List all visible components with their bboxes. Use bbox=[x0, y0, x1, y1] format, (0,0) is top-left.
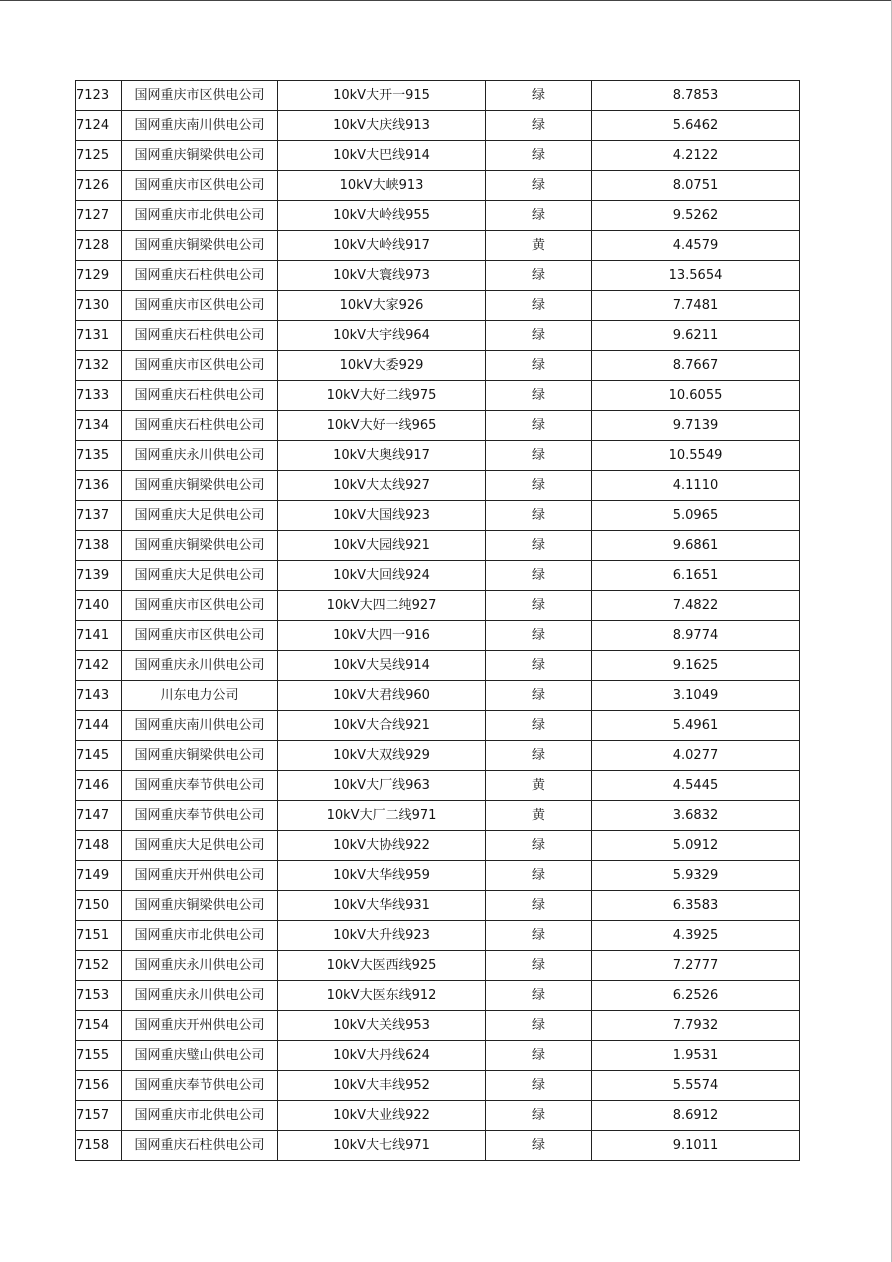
value-cell: 7.2777 bbox=[592, 951, 800, 981]
row-id-cell: 7132 bbox=[76, 351, 122, 381]
table-row bbox=[76, 1101, 800, 1131]
value-cell: 9.6861 bbox=[592, 531, 800, 561]
row-id-cell: 7125 bbox=[76, 141, 122, 171]
table-row bbox=[76, 81, 800, 111]
company-cell: 国网重庆永川供电公司 bbox=[122, 651, 278, 681]
row-id-cell: 7153 bbox=[76, 981, 122, 1011]
line-name-cell: 10kV大君线960 bbox=[278, 681, 486, 711]
row-id-cell: 7141 bbox=[76, 621, 122, 651]
status-cell: 绿 bbox=[486, 741, 592, 771]
line-name-cell: 10kV大回线924 bbox=[278, 561, 486, 591]
line-name-cell: 10kV大宇线964 bbox=[278, 321, 486, 351]
line-name-cell: 10kV大医东线912 bbox=[278, 981, 486, 1011]
table-body bbox=[76, 81, 800, 1161]
status-cell: 绿 bbox=[486, 1011, 592, 1041]
company-cell: 国网重庆大足供电公司 bbox=[122, 501, 278, 531]
table-row bbox=[76, 471, 800, 501]
row-id-cell: 7138 bbox=[76, 531, 122, 561]
line-name-cell: 10kV大华线959 bbox=[278, 861, 486, 891]
company-cell: 国网重庆铜梁供电公司 bbox=[122, 471, 278, 501]
line-name-cell: 10kV大四一916 bbox=[278, 621, 486, 651]
table-row bbox=[76, 1071, 800, 1101]
table-row bbox=[76, 831, 800, 861]
table-row bbox=[76, 231, 800, 261]
table-row bbox=[76, 171, 800, 201]
value-cell: 5.0912 bbox=[592, 831, 800, 861]
company-cell: 国网重庆市区供电公司 bbox=[122, 351, 278, 381]
value-cell: 4.4579 bbox=[592, 231, 800, 261]
company-cell: 国网重庆市区供电公司 bbox=[122, 81, 278, 111]
value-cell: 6.3583 bbox=[592, 891, 800, 921]
status-cell: 绿 bbox=[486, 1131, 592, 1161]
company-cell: 国网重庆璧山供电公司 bbox=[122, 1041, 278, 1071]
table-row bbox=[76, 1011, 800, 1041]
table-row bbox=[76, 261, 800, 291]
line-name-cell: 10kV大国线923 bbox=[278, 501, 486, 531]
status-cell: 绿 bbox=[486, 201, 592, 231]
value-cell: 5.6462 bbox=[592, 111, 800, 141]
status-cell: 绿 bbox=[486, 1041, 592, 1071]
status-cell: 绿 bbox=[486, 351, 592, 381]
table-row bbox=[76, 561, 800, 591]
value-cell: 3.6832 bbox=[592, 801, 800, 831]
status-cell: 绿 bbox=[486, 981, 592, 1011]
company-cell: 国网重庆铜梁供电公司 bbox=[122, 531, 278, 561]
row-id-cell: 7127 bbox=[76, 201, 122, 231]
company-cell: 国网重庆大足供电公司 bbox=[122, 831, 278, 861]
row-id-cell: 7146 bbox=[76, 771, 122, 801]
table-row bbox=[76, 351, 800, 381]
line-name-cell: 10kV大好二线975 bbox=[278, 381, 486, 411]
status-cell: 绿 bbox=[486, 321, 592, 351]
line-name-cell: 10kV大岭线955 bbox=[278, 201, 486, 231]
company-cell: 国网重庆石柱供电公司 bbox=[122, 381, 278, 411]
value-cell: 9.1011 bbox=[592, 1131, 800, 1161]
value-cell: 4.2122 bbox=[592, 141, 800, 171]
status-cell: 绿 bbox=[486, 651, 592, 681]
company-cell: 国网重庆市北供电公司 bbox=[122, 201, 278, 231]
status-cell: 绿 bbox=[486, 531, 592, 561]
line-name-cell: 10kV大丹线624 bbox=[278, 1041, 486, 1071]
status-cell: 黄 bbox=[486, 801, 592, 831]
row-id-cell: 7134 bbox=[76, 411, 122, 441]
row-id-cell: 7123 bbox=[76, 81, 122, 111]
row-id-cell: 7136 bbox=[76, 471, 122, 501]
status-cell: 绿 bbox=[486, 621, 592, 651]
table-row bbox=[76, 621, 800, 651]
row-id-cell: 7148 bbox=[76, 831, 122, 861]
table-row bbox=[76, 981, 800, 1011]
status-cell: 黄 bbox=[486, 231, 592, 261]
row-id-cell: 7150 bbox=[76, 891, 122, 921]
line-name-cell: 10kV大协线922 bbox=[278, 831, 486, 861]
status-cell: 绿 bbox=[486, 291, 592, 321]
line-name-cell: 10kV大四二纯927 bbox=[278, 591, 486, 621]
page-top-border bbox=[0, 0, 892, 1]
table-row bbox=[76, 531, 800, 561]
line-name-cell: 10kV大厂二线971 bbox=[278, 801, 486, 831]
row-id-cell: 7143 bbox=[76, 681, 122, 711]
table-row bbox=[76, 501, 800, 531]
table-row bbox=[76, 1041, 800, 1071]
row-id-cell: 7133 bbox=[76, 381, 122, 411]
row-id-cell: 7144 bbox=[76, 711, 122, 741]
row-id-cell: 7140 bbox=[76, 591, 122, 621]
company-cell: 国网重庆南川供电公司 bbox=[122, 711, 278, 741]
value-cell: 10.6055 bbox=[592, 381, 800, 411]
company-cell: 国网重庆市区供电公司 bbox=[122, 291, 278, 321]
company-cell: 国网重庆铜梁供电公司 bbox=[122, 741, 278, 771]
company-cell: 国网重庆铜梁供电公司 bbox=[122, 141, 278, 171]
company-cell: 国网重庆开州供电公司 bbox=[122, 1011, 278, 1041]
value-cell: 7.4822 bbox=[592, 591, 800, 621]
line-name-cell: 10kV大岭线917 bbox=[278, 231, 486, 261]
table-row bbox=[76, 111, 800, 141]
status-cell: 绿 bbox=[486, 591, 592, 621]
row-id-cell: 7137 bbox=[76, 501, 122, 531]
table-row bbox=[76, 711, 800, 741]
value-cell: 4.3925 bbox=[592, 921, 800, 951]
value-cell: 10.5549 bbox=[592, 441, 800, 471]
value-cell: 7.7481 bbox=[592, 291, 800, 321]
value-cell: 8.9774 bbox=[592, 621, 800, 651]
row-id-cell: 7158 bbox=[76, 1131, 122, 1161]
line-name-cell: 10kV大双线929 bbox=[278, 741, 486, 771]
line-name-cell: 10kV大家926 bbox=[278, 291, 486, 321]
line-name-cell: 10kV大业线922 bbox=[278, 1101, 486, 1131]
row-id-cell: 7154 bbox=[76, 1011, 122, 1041]
status-cell: 绿 bbox=[486, 891, 592, 921]
status-cell: 绿 bbox=[486, 171, 592, 201]
row-id-cell: 7129 bbox=[76, 261, 122, 291]
status-cell: 绿 bbox=[486, 921, 592, 951]
company-cell: 国网重庆铜梁供电公司 bbox=[122, 891, 278, 921]
line-name-cell: 10kV大太线927 bbox=[278, 471, 486, 501]
status-cell: 绿 bbox=[486, 861, 592, 891]
status-cell: 绿 bbox=[486, 951, 592, 981]
line-name-cell: 10kV大开一915 bbox=[278, 81, 486, 111]
value-cell: 4.1110 bbox=[592, 471, 800, 501]
status-cell: 绿 bbox=[486, 381, 592, 411]
table-row bbox=[76, 741, 800, 771]
row-id-cell: 7142 bbox=[76, 651, 122, 681]
table-row bbox=[76, 921, 800, 951]
row-id-cell: 7128 bbox=[76, 231, 122, 261]
company-cell: 国网重庆石柱供电公司 bbox=[122, 261, 278, 291]
line-name-cell: 10kV大庆线913 bbox=[278, 111, 486, 141]
line-name-cell: 10kV大好一线965 bbox=[278, 411, 486, 441]
value-cell: 6.2526 bbox=[592, 981, 800, 1011]
status-cell: 绿 bbox=[486, 501, 592, 531]
company-cell: 国网重庆石柱供电公司 bbox=[122, 321, 278, 351]
row-id-cell: 7126 bbox=[76, 171, 122, 201]
value-cell: 1.9531 bbox=[592, 1041, 800, 1071]
status-cell: 黄 bbox=[486, 771, 592, 801]
line-name-cell: 10kV大丰线952 bbox=[278, 1071, 486, 1101]
line-name-cell: 10kV大委929 bbox=[278, 351, 486, 381]
company-cell: 国网重庆市区供电公司 bbox=[122, 171, 278, 201]
company-cell: 国网重庆永川供电公司 bbox=[122, 951, 278, 981]
company-cell: 国网重庆市区供电公司 bbox=[122, 591, 278, 621]
row-id-cell: 7131 bbox=[76, 321, 122, 351]
row-id-cell: 7151 bbox=[76, 921, 122, 951]
company-cell: 国网重庆奉节供电公司 bbox=[122, 1071, 278, 1101]
status-cell: 绿 bbox=[486, 1101, 592, 1131]
row-id-cell: 7145 bbox=[76, 741, 122, 771]
value-cell: 4.5445 bbox=[592, 771, 800, 801]
company-cell: 国网重庆南川供电公司 bbox=[122, 111, 278, 141]
value-cell: 3.1049 bbox=[592, 681, 800, 711]
status-cell: 绿 bbox=[486, 411, 592, 441]
table-row bbox=[76, 891, 800, 921]
status-cell: 绿 bbox=[486, 81, 592, 111]
table-row bbox=[76, 801, 800, 831]
data-table bbox=[75, 80, 800, 1161]
value-cell: 8.0751 bbox=[592, 171, 800, 201]
company-cell: 国网重庆市区供电公司 bbox=[122, 621, 278, 651]
company-cell: 国网重庆开州供电公司 bbox=[122, 861, 278, 891]
row-id-cell: 7149 bbox=[76, 861, 122, 891]
value-cell: 9.7139 bbox=[592, 411, 800, 441]
line-name-cell: 10kV大华线931 bbox=[278, 891, 486, 921]
line-name-cell: 10kV大峡913 bbox=[278, 171, 486, 201]
status-cell: 绿 bbox=[486, 1071, 592, 1101]
value-cell: 7.7932 bbox=[592, 1011, 800, 1041]
line-name-cell: 10kV大关线953 bbox=[278, 1011, 486, 1041]
row-id-cell: 7147 bbox=[76, 801, 122, 831]
value-cell: 9.5262 bbox=[592, 201, 800, 231]
value-cell: 13.5654 bbox=[592, 261, 800, 291]
status-cell: 绿 bbox=[486, 561, 592, 591]
company-cell: 国网重庆奉节供电公司 bbox=[122, 801, 278, 831]
value-cell: 9.6211 bbox=[592, 321, 800, 351]
table-row bbox=[76, 321, 800, 351]
table-row bbox=[76, 951, 800, 981]
row-id-cell: 7152 bbox=[76, 951, 122, 981]
company-cell: 国网重庆市北供电公司 bbox=[122, 921, 278, 951]
status-cell: 绿 bbox=[486, 831, 592, 861]
line-name-cell: 10kV大医西线925 bbox=[278, 951, 486, 981]
company-cell: 国网重庆永川供电公司 bbox=[122, 441, 278, 471]
company-cell: 国网重庆大足供电公司 bbox=[122, 561, 278, 591]
table-row bbox=[76, 201, 800, 231]
row-id-cell: 7130 bbox=[76, 291, 122, 321]
table-row bbox=[76, 381, 800, 411]
status-cell: 绿 bbox=[486, 681, 592, 711]
value-cell: 9.1625 bbox=[592, 651, 800, 681]
line-name-cell: 10kV大七线971 bbox=[278, 1131, 486, 1161]
table-row bbox=[76, 651, 800, 681]
company-cell: 国网重庆永川供电公司 bbox=[122, 981, 278, 1011]
company-cell: 国网重庆石柱供电公司 bbox=[122, 1131, 278, 1161]
row-id-cell: 7157 bbox=[76, 1101, 122, 1131]
company-cell: 国网重庆石柱供电公司 bbox=[122, 411, 278, 441]
status-cell: 绿 bbox=[486, 141, 592, 171]
table-row bbox=[76, 441, 800, 471]
value-cell: 4.0277 bbox=[592, 741, 800, 771]
line-name-cell: 10kV大合线921 bbox=[278, 711, 486, 741]
company-cell: 川东电力公司 bbox=[122, 681, 278, 711]
line-name-cell: 10kV大奥线917 bbox=[278, 441, 486, 471]
line-name-cell: 10kV大厂线963 bbox=[278, 771, 486, 801]
row-id-cell: 7156 bbox=[76, 1071, 122, 1101]
row-id-cell: 7135 bbox=[76, 441, 122, 471]
status-cell: 绿 bbox=[486, 471, 592, 501]
value-cell: 5.5574 bbox=[592, 1071, 800, 1101]
row-id-cell: 7124 bbox=[76, 111, 122, 141]
line-name-cell: 10kV大园线921 bbox=[278, 531, 486, 561]
status-cell: 绿 bbox=[486, 441, 592, 471]
row-id-cell: 7155 bbox=[76, 1041, 122, 1071]
table-row bbox=[76, 681, 800, 711]
value-cell: 8.7853 bbox=[592, 81, 800, 111]
company-cell: 国网重庆铜梁供电公司 bbox=[122, 231, 278, 261]
table-row bbox=[76, 771, 800, 801]
table-row bbox=[76, 291, 800, 321]
status-cell: 绿 bbox=[486, 261, 592, 291]
line-name-cell: 10kV大巴线914 bbox=[278, 141, 486, 171]
value-cell: 8.6912 bbox=[592, 1101, 800, 1131]
table-row bbox=[76, 411, 800, 441]
value-cell: 5.9329 bbox=[592, 861, 800, 891]
table-row bbox=[76, 591, 800, 621]
status-cell: 绿 bbox=[486, 711, 592, 741]
value-cell: 5.0965 bbox=[592, 501, 800, 531]
line-name-cell: 10kV大吴线914 bbox=[278, 651, 486, 681]
line-name-cell: 10kV大寰线973 bbox=[278, 261, 486, 291]
value-cell: 5.4961 bbox=[592, 711, 800, 741]
company-cell: 国网重庆奉节供电公司 bbox=[122, 771, 278, 801]
value-cell: 6.1651 bbox=[592, 561, 800, 591]
line-name-cell: 10kV大升线923 bbox=[278, 921, 486, 951]
status-cell: 绿 bbox=[486, 111, 592, 141]
table-row bbox=[76, 861, 800, 891]
company-cell: 国网重庆市北供电公司 bbox=[122, 1101, 278, 1131]
table-row bbox=[76, 141, 800, 171]
value-cell: 8.7667 bbox=[592, 351, 800, 381]
row-id-cell: 7139 bbox=[76, 561, 122, 591]
table-row bbox=[76, 1131, 800, 1161]
